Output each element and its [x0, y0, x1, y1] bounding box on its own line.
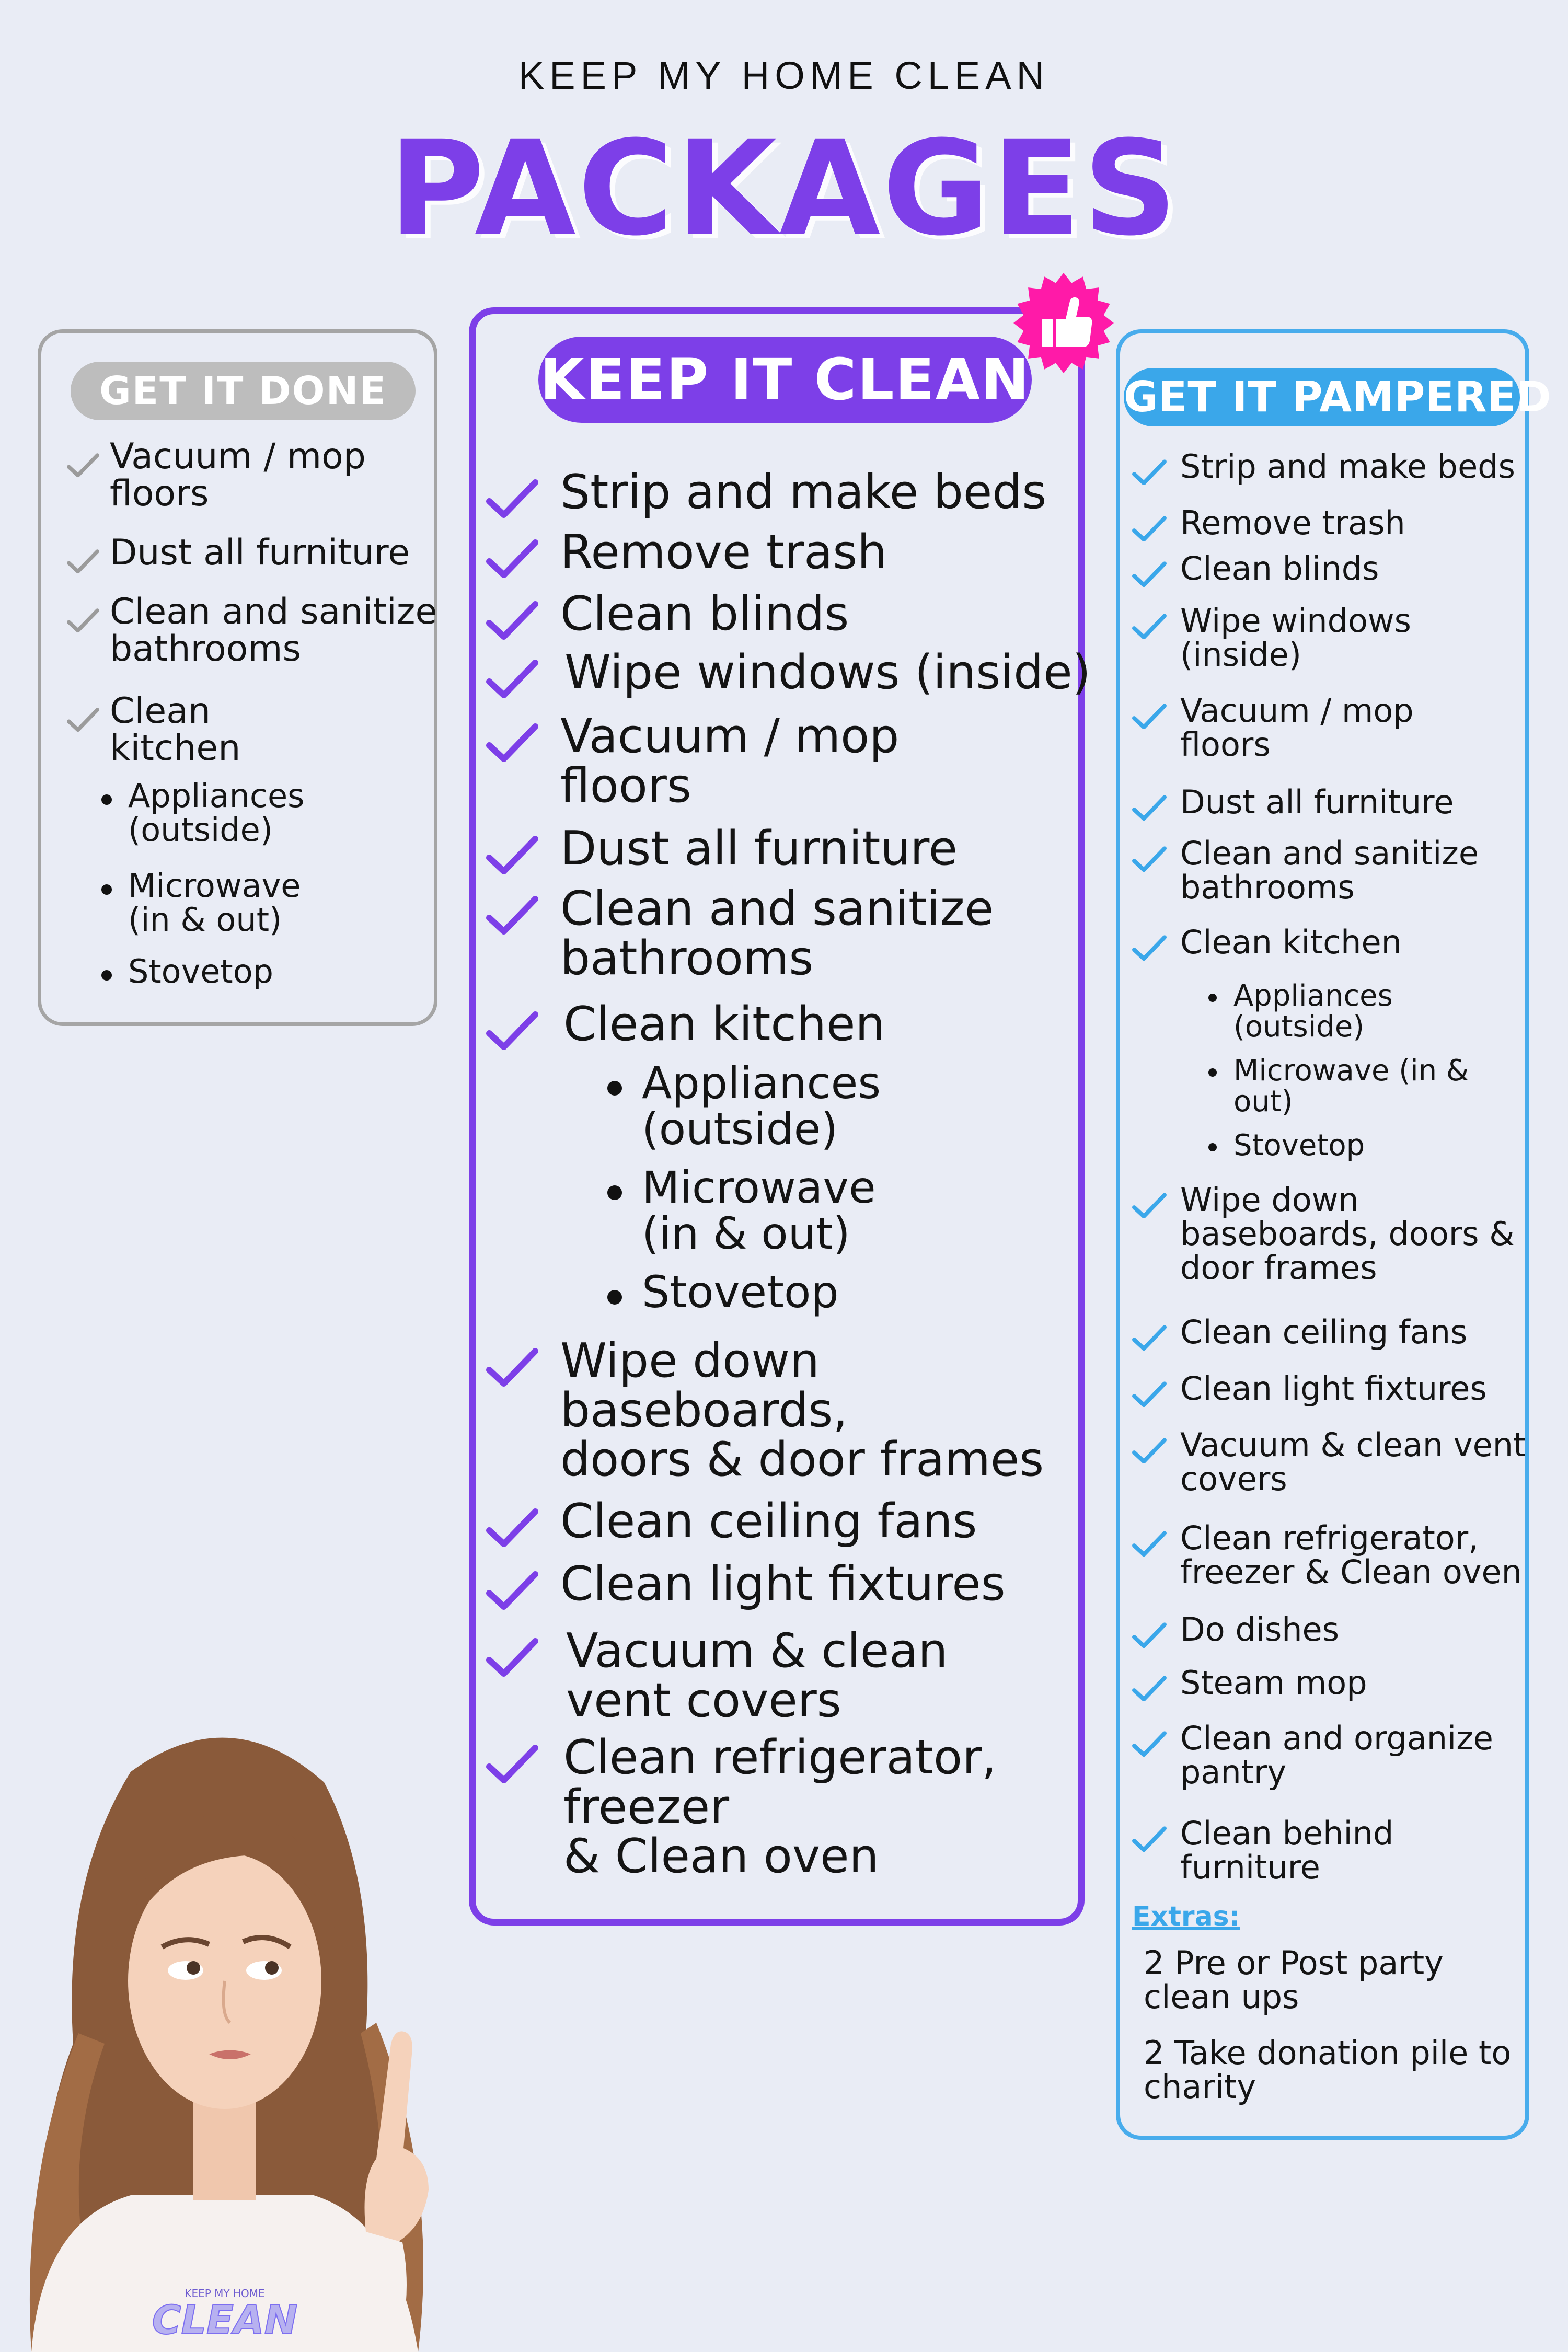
item-line: Remove trash — [1180, 504, 1405, 542]
get-it-pampered-item — [1180, 604, 1411, 672]
item-line: Clean light fixtures — [560, 1557, 1006, 1611]
keep-it-clean-item — [560, 525, 887, 580]
item-line: Strip and make beds — [1180, 447, 1515, 486]
keep-it-clean-item — [566, 1623, 948, 1728]
item-line: charity — [1144, 2068, 1256, 2106]
checkmark-icon — [486, 1744, 538, 1785]
item-line: Remove trash — [560, 525, 887, 580]
item-line: Wipe down — [1180, 1181, 1359, 1219]
keep-it-clean-item — [560, 1333, 1044, 1487]
checkmark-icon — [486, 722, 538, 764]
get-it-pampered-item — [1180, 1315, 1467, 1349]
item-line: Wipe down — [560, 1333, 820, 1388]
item-line: Clean light fixtures — [1180, 1369, 1487, 1408]
item-line: floors — [560, 758, 691, 813]
brand-eyebrow: KEEP MY HOME CLEAN — [518, 54, 1050, 97]
item-line: pantry — [1180, 1753, 1287, 1792]
keep-it-clean-item — [560, 465, 1047, 520]
get-it-pampered-item — [1180, 1666, 1367, 1700]
item-line: Vacuum & clean vent — [1180, 1426, 1526, 1464]
extras-item — [1144, 2036, 1511, 2104]
item-line: Do dishes — [1180, 1610, 1340, 1648]
thumbs-up-icon — [1011, 271, 1116, 375]
checkmark-icon — [486, 1570, 538, 1612]
get-it-pampered-item — [1180, 1519, 1522, 1592]
get-it-pampered-item — [1180, 1428, 1526, 1496]
item-line: Microwave — [128, 867, 301, 905]
bullet-dot-icon — [101, 794, 112, 805]
item-line: Clean ceiling fans — [560, 1494, 977, 1549]
keep-it-clean-item — [560, 821, 958, 876]
item-line: doors & door frames — [560, 1432, 1044, 1487]
checkmark-icon — [67, 707, 99, 733]
get-it-pampered-item — [1180, 1719, 1493, 1792]
item-line: Vacuum / mop — [110, 436, 366, 477]
get-it-pampered-item — [1180, 785, 1454, 819]
checkmark-icon — [1132, 935, 1167, 962]
item-line: Appliances — [128, 777, 305, 815]
checkmark-icon — [486, 538, 538, 580]
item-line: floors — [1180, 725, 1271, 764]
get-it-pampered-item — [1180, 1612, 1339, 1646]
checkmark-icon — [486, 478, 538, 520]
checkmark-icon — [67, 608, 99, 634]
item-line: Clean — [110, 690, 211, 732]
checkmark-icon — [1132, 1530, 1167, 1558]
item-line: Appliances — [642, 1057, 881, 1109]
checkmark-icon — [486, 1637, 538, 1679]
item-line: Stovetop — [642, 1266, 839, 1318]
get-it-pampered-item — [1180, 1183, 1515, 1285]
item-line: Dust all furniture — [1180, 783, 1454, 821]
extras-item — [1144, 1946, 1444, 2014]
checkmark-icon — [1132, 515, 1167, 543]
bullet-dot-icon — [607, 1081, 622, 1096]
bullet-dot-icon — [607, 1185, 622, 1200]
get-it-pampered-subitem — [1233, 1128, 1365, 1162]
package-title-get-it-done: GET IT DONE — [71, 362, 416, 420]
get-it-done-item — [110, 534, 410, 571]
shirt-print-large: CLEAN — [152, 2297, 298, 2343]
item-line: (outside) — [128, 811, 273, 849]
get-it-done-subitem — [128, 869, 301, 937]
get-it-pampered-subitem — [1233, 1056, 1469, 1117]
item-line: (in & out) — [128, 901, 282, 939]
item-line: Clean kitchen — [1180, 923, 1402, 961]
get-it-pampered-item — [1180, 834, 1479, 907]
item-line: Wipe windows (inside) — [564, 645, 1091, 700]
keep-it-clean-item — [564, 645, 1091, 700]
item-line: Wipe windows — [1180, 602, 1411, 640]
get-it-done-item — [110, 593, 437, 668]
checkmark-icon — [1132, 1324, 1167, 1352]
item-line: Strip and make beds — [560, 465, 1047, 520]
item-line: Clean and sanitize — [1180, 834, 1479, 872]
woman-pointing-illustration — [0, 1709, 460, 2352]
item-line: Clean and sanitize — [110, 591, 437, 632]
item-line: Stovetop — [128, 952, 274, 990]
item-line: Clean blinds — [560, 586, 849, 641]
checkmark-icon — [486, 835, 538, 877]
get-it-done-item — [110, 690, 241, 769]
keep-it-clean-item — [560, 709, 900, 813]
keep-it-clean-item — [563, 1730, 997, 1884]
get-it-pampered-subitem — [1233, 981, 1393, 1043]
keep-it-clean-subitem — [642, 1162, 876, 1260]
keep-it-clean-item — [563, 997, 885, 1052]
bullet-dot-icon — [101, 884, 112, 895]
package-title-keep-it-clean: KEEP IT CLEAN — [538, 337, 1032, 423]
item-line: Clean behind — [1180, 1814, 1394, 1852]
get-it-pampered-item — [1180, 691, 1414, 764]
item-line: (in & out) — [642, 1208, 850, 1260]
checkmark-icon — [486, 1507, 538, 1549]
item-line: Microwave (in & — [1233, 1054, 1469, 1088]
item-line: baseboards, — [560, 1382, 848, 1438]
get-it-pampered-item — [1180, 1814, 1394, 1887]
item-line: bathrooms — [110, 628, 301, 670]
checkmark-icon — [1132, 1192, 1167, 1220]
checkmark-icon — [486, 659, 538, 700]
item-line: Stovetop — [1233, 1128, 1365, 1162]
checkmark-icon — [1132, 1826, 1167, 1853]
item-line: kitchen — [110, 728, 241, 769]
checkmark-icon — [1132, 1622, 1167, 1650]
item-line: Microwave — [642, 1162, 876, 1213]
item-line: 2 Pre or Post party — [1144, 1944, 1444, 1982]
bullet-dot-icon — [1208, 1143, 1217, 1151]
checkmark-icon — [486, 600, 538, 642]
keep-it-clean-item — [560, 881, 994, 986]
get-it-pampered-item — [1180, 506, 1405, 540]
get-it-done-subitem — [128, 954, 273, 988]
item-line: & Clean oven — [563, 1829, 879, 1884]
keep-it-clean-subitem — [642, 1266, 839, 1318]
item-line: freezer — [563, 1779, 730, 1835]
extras-label: Extras: — [1132, 1901, 1240, 1932]
item-line: baseboards, doors & — [1180, 1215, 1515, 1253]
item-line: Steam mop — [1180, 1664, 1367, 1702]
bullet-dot-icon — [101, 970, 112, 981]
item-line: Clean and sanitize — [560, 881, 994, 936]
item-line: Clean kitchen — [563, 997, 885, 1052]
item-line: vent covers — [566, 1673, 841, 1728]
item-line: Clean ceiling fans — [1180, 1313, 1468, 1351]
get-it-pampered-item — [1180, 551, 1379, 585]
checkmark-icon — [1132, 794, 1167, 822]
item-line: Vacuum / mop — [1180, 691, 1414, 730]
checkmark-icon — [1132, 1437, 1167, 1465]
get-it-done-subitem — [128, 779, 304, 847]
checkmark-icon — [1132, 561, 1167, 589]
item-line: freezer & Clean oven — [1180, 1553, 1522, 1592]
checkmark-icon — [1132, 613, 1167, 641]
package-title-get-it-pampered: GET IT PAMPERED — [1124, 368, 1520, 426]
item-line: Clean refrigerator, — [1180, 1519, 1479, 1557]
item-line: clean ups — [1144, 1978, 1299, 2016]
item-line: bathrooms — [560, 930, 814, 986]
get-it-done-item — [110, 438, 366, 513]
bullet-dot-icon — [1208, 994, 1217, 1002]
keep-it-clean-item — [560, 1494, 977, 1549]
get-it-pampered-item — [1180, 447, 1515, 486]
checkmark-icon — [1132, 1675, 1167, 1703]
item-line: Dust all furniture — [560, 821, 958, 876]
item-line: (outside) — [642, 1103, 838, 1155]
checkmark-icon — [1132, 846, 1167, 873]
item-line: (inside) — [1180, 636, 1301, 674]
item-line: Vacuum & clean — [566, 1623, 948, 1678]
checkmark-icon — [67, 453, 99, 479]
checkmark-icon — [1132, 1731, 1167, 1758]
item-line: Dust all furniture — [110, 532, 410, 573]
item-line: furniture — [1180, 1848, 1320, 1887]
item-line: door frames — [1180, 1249, 1377, 1287]
checkmark-icon — [67, 549, 99, 575]
item-line: Clean blinds — [1180, 549, 1379, 587]
item-line: out) — [1233, 1084, 1293, 1119]
item-line: Clean refrigerator, — [563, 1730, 997, 1785]
get-it-pampered-item — [1180, 925, 1402, 959]
keep-it-clean-subitem — [642, 1057, 881, 1155]
item-line: floors — [110, 473, 209, 515]
checkmark-icon — [1132, 459, 1167, 487]
page-title: PACKAGES — [388, 112, 1180, 264]
checkmark-icon — [1132, 1381, 1167, 1409]
checkmark-icon — [486, 1347, 538, 1389]
get-it-pampered-item — [1180, 1369, 1487, 1408]
keep-it-clean-item — [560, 586, 849, 641]
checkmark-icon — [486, 1010, 538, 1052]
item-line: bathrooms — [1180, 868, 1355, 907]
bullet-dot-icon — [1208, 1068, 1217, 1077]
item-line: 2 Take donation pile to — [1144, 2034, 1512, 2072]
item-line: Vacuum / mop — [560, 709, 900, 764]
item-line: covers — [1180, 1460, 1287, 1498]
item-line: Clean and organize — [1180, 1719, 1493, 1757]
keep-it-clean-item — [560, 1557, 1006, 1611]
checkmark-icon — [486, 895, 538, 937]
item-line: (outside) — [1233, 1009, 1365, 1044]
shirt-print-small: KEEP MY HOME — [185, 2287, 265, 2300]
bullet-dot-icon — [607, 1290, 622, 1305]
checkmark-icon — [1132, 703, 1167, 731]
item-line: Appliances — [1233, 979, 1393, 1013]
